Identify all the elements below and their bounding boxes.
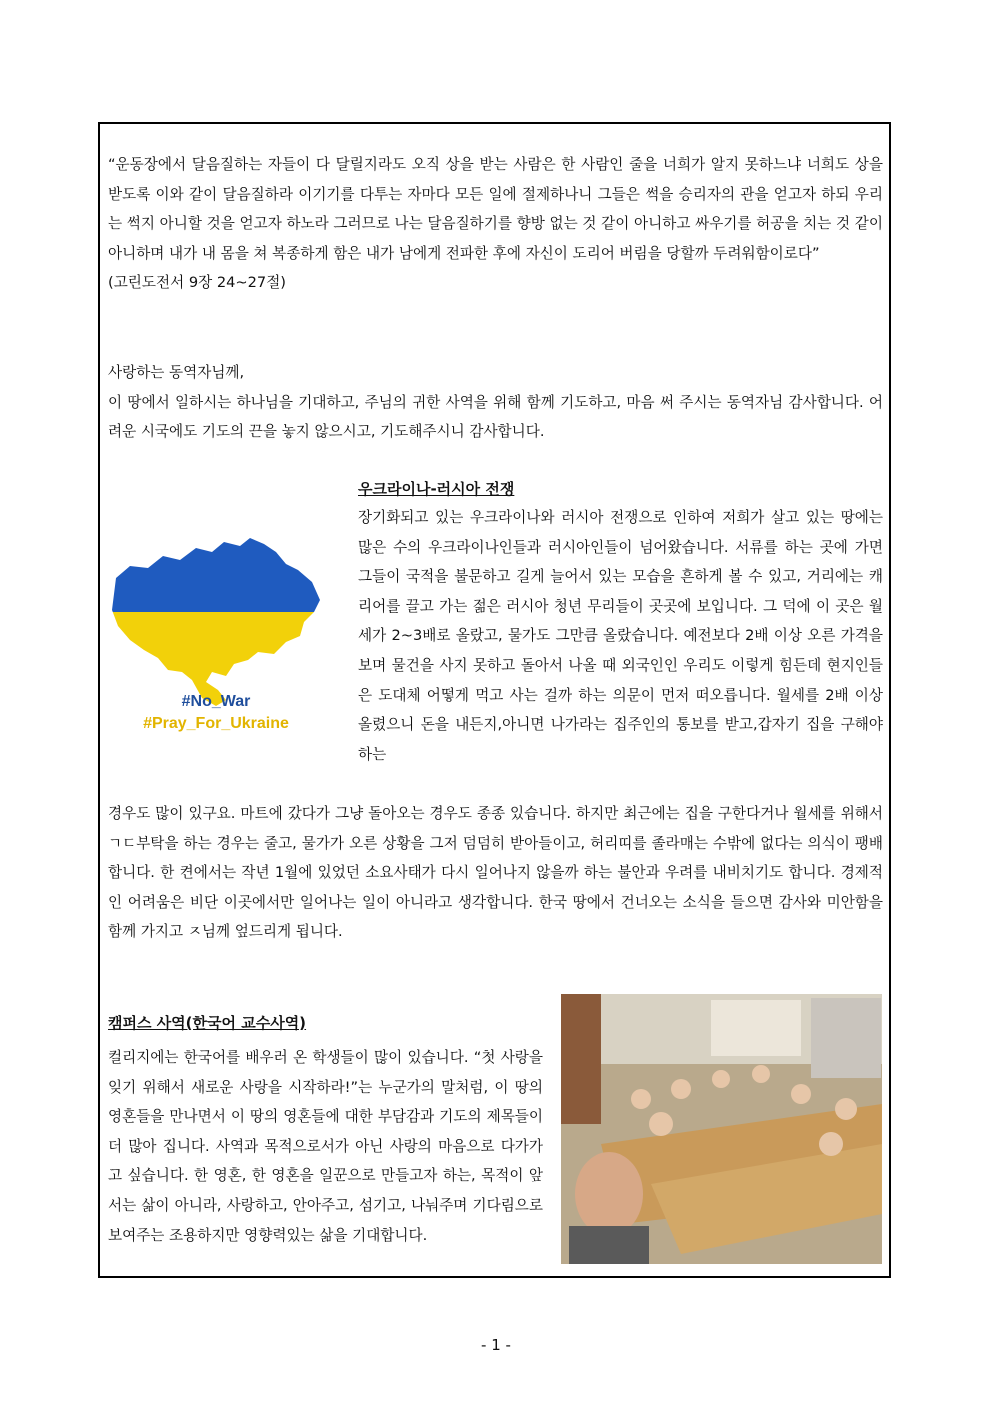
war-full-text: 경우도 많이 있구요. 마트에 갔다가 그냥 돌아오는 경우도 종종 있습니다. 하지만 최근에는 집을 구한다거나 월세를 위해서 ㄱㄷ부탁을 하는 경우는 줄고, 물가가 오른 상황을 그저 덤덤히 받아들이고, 허리띠를 졸라매는 수밖에 없다는 의식이 팽배합니다. 한 켠에서는 작년 1월에 있었던 소요사태가 다시 일어나지 않을까 하는 불안과 우려를 내비치기도 합니다. 경제적인 어려움은 비단 이곳에서만 일어나는 일이 아니라고 생각합니다. 한국 땅에서 건너오는 소식을 들으면 감사와 미안함을 함께 가지고 ㅈ님께 엎드리게 됩니다.: [108, 805, 883, 941]
greeting-salutation: 사랑하는 동역자님께,: [108, 364, 245, 381]
campus-text: 컬리지에는 한국어를 배우러 온 학생들이 많이 있습니다. “첫 사랑을 잊기 위해서 새로운 사랑을 시작하라!”는 누군가의 말처럼, 이 땅의 영혼들을 만나면서 이 땅의 영혼들에 대한 부담감과 기도의 제목들이 더 많아 집니다. 사역과 목적으로서가 아닌 사랑의 마음으로 다가가고 싶습니다. 한 영혼, 한 영혼을 일꾼으로 만들고자 하는, 목적이 앞서는 삶이 아니라, 사랑하고, 안아주고, 섬기고, 나눠주며 기다림으로 보여주는 조용하지만 영향력있는 삶을 기대합니다.: [108, 1049, 543, 1244]
no-war-label: #No_War: [181, 693, 251, 710]
greeting-body: 이 땅에서 일하시는 하나님을 기대하고, 주님의 귀한 사역을 위해 함께 기도하고, 마음 써 주시는 동역자님 감사합니다. 어려운 시국에도 기도의 끈을 놓지 않으시고, 기도해주시니 감사합니다.: [108, 393, 883, 441]
map-blue-half: [108, 530, 323, 612]
classroom-photo-icon: [561, 994, 882, 1264]
bible-quote: [108, 150, 883, 298]
ukraine-map-image: [108, 530, 323, 740]
ukraine-map-icon: [108, 530, 323, 740]
campus-section-title: 캠퍼스 사역(한국어 교수사역): [108, 1014, 307, 1032]
pray-label: #Pray_For_Ukraine: [143, 715, 289, 732]
war-wrapped-text: 장기화되고 있는 우크라이나와 러시아 전쟁으로 인하여 저희가 살고 있는 땅에는 많은 수의 우크라이나인들과 러시아인들이 넘어왔습니다. 서류를 하는 곳에 가면 그들이 국적을 불문하고 길게 늘어서 있는 모습을 흔하게 볼 수 있고, 거리에는 캐리어를 끌고 가는 젊은 러시아 청년 무리들이 곳곳에 보입니다. 그 덕에 이 곳은 월세가 2~3배로 올랐고, 물가도 그만큼 올랐습니다. 예전보다 2배 이상 오른 가격을 보며 물건을 사지 못하고 돌아서 나올 때 외국인인 우리도 이렇게 힘든데 현지인들은 도대체 어떻게 먹고 사는 걸까 하는 의문이 먼저 떠오릅니다. 월세를 2배 이상 올렸으니 돈을 내든지,아니면 나가라는 집주인의 통보를 받고,갑자기 집을 구해야 하는: [358, 509, 883, 763]
page-number: - 1 -: [481, 1336, 511, 1354]
classroom-photo: [561, 994, 882, 1264]
quote-text: “운동장에서 달음질하는 자들이 다 달릴지라도 오직 상을 받는 사람은 한 사람인 줄을 너희가 알지 못하느냐 너희도 상을 받도록 이와 같이 달음질하라 이기기를 다투는 자마다 모든 일에 절제하나니 그들은 썩을 승리자의 관을 얻고자 하되 우리는 썩지 아니할 것을 얻고자 하노라 그러므로 나는 달음질하기를 향방 없는 것 같이 아니하고 싸우기를 허공을 치는 것 같이 아니하며 내가 내 몸을 쳐 복종하게 함은 내가 남에게 전파한 후에 자신이 도리어 버림을 당할까 두려워함이로다”: [108, 156, 883, 262]
quote-reference: (고린도전서 9장 24~27절): [108, 274, 287, 292]
greeting: [108, 358, 883, 447]
war-section-title: 우크라이나-러시아 전쟁: [358, 480, 515, 498]
